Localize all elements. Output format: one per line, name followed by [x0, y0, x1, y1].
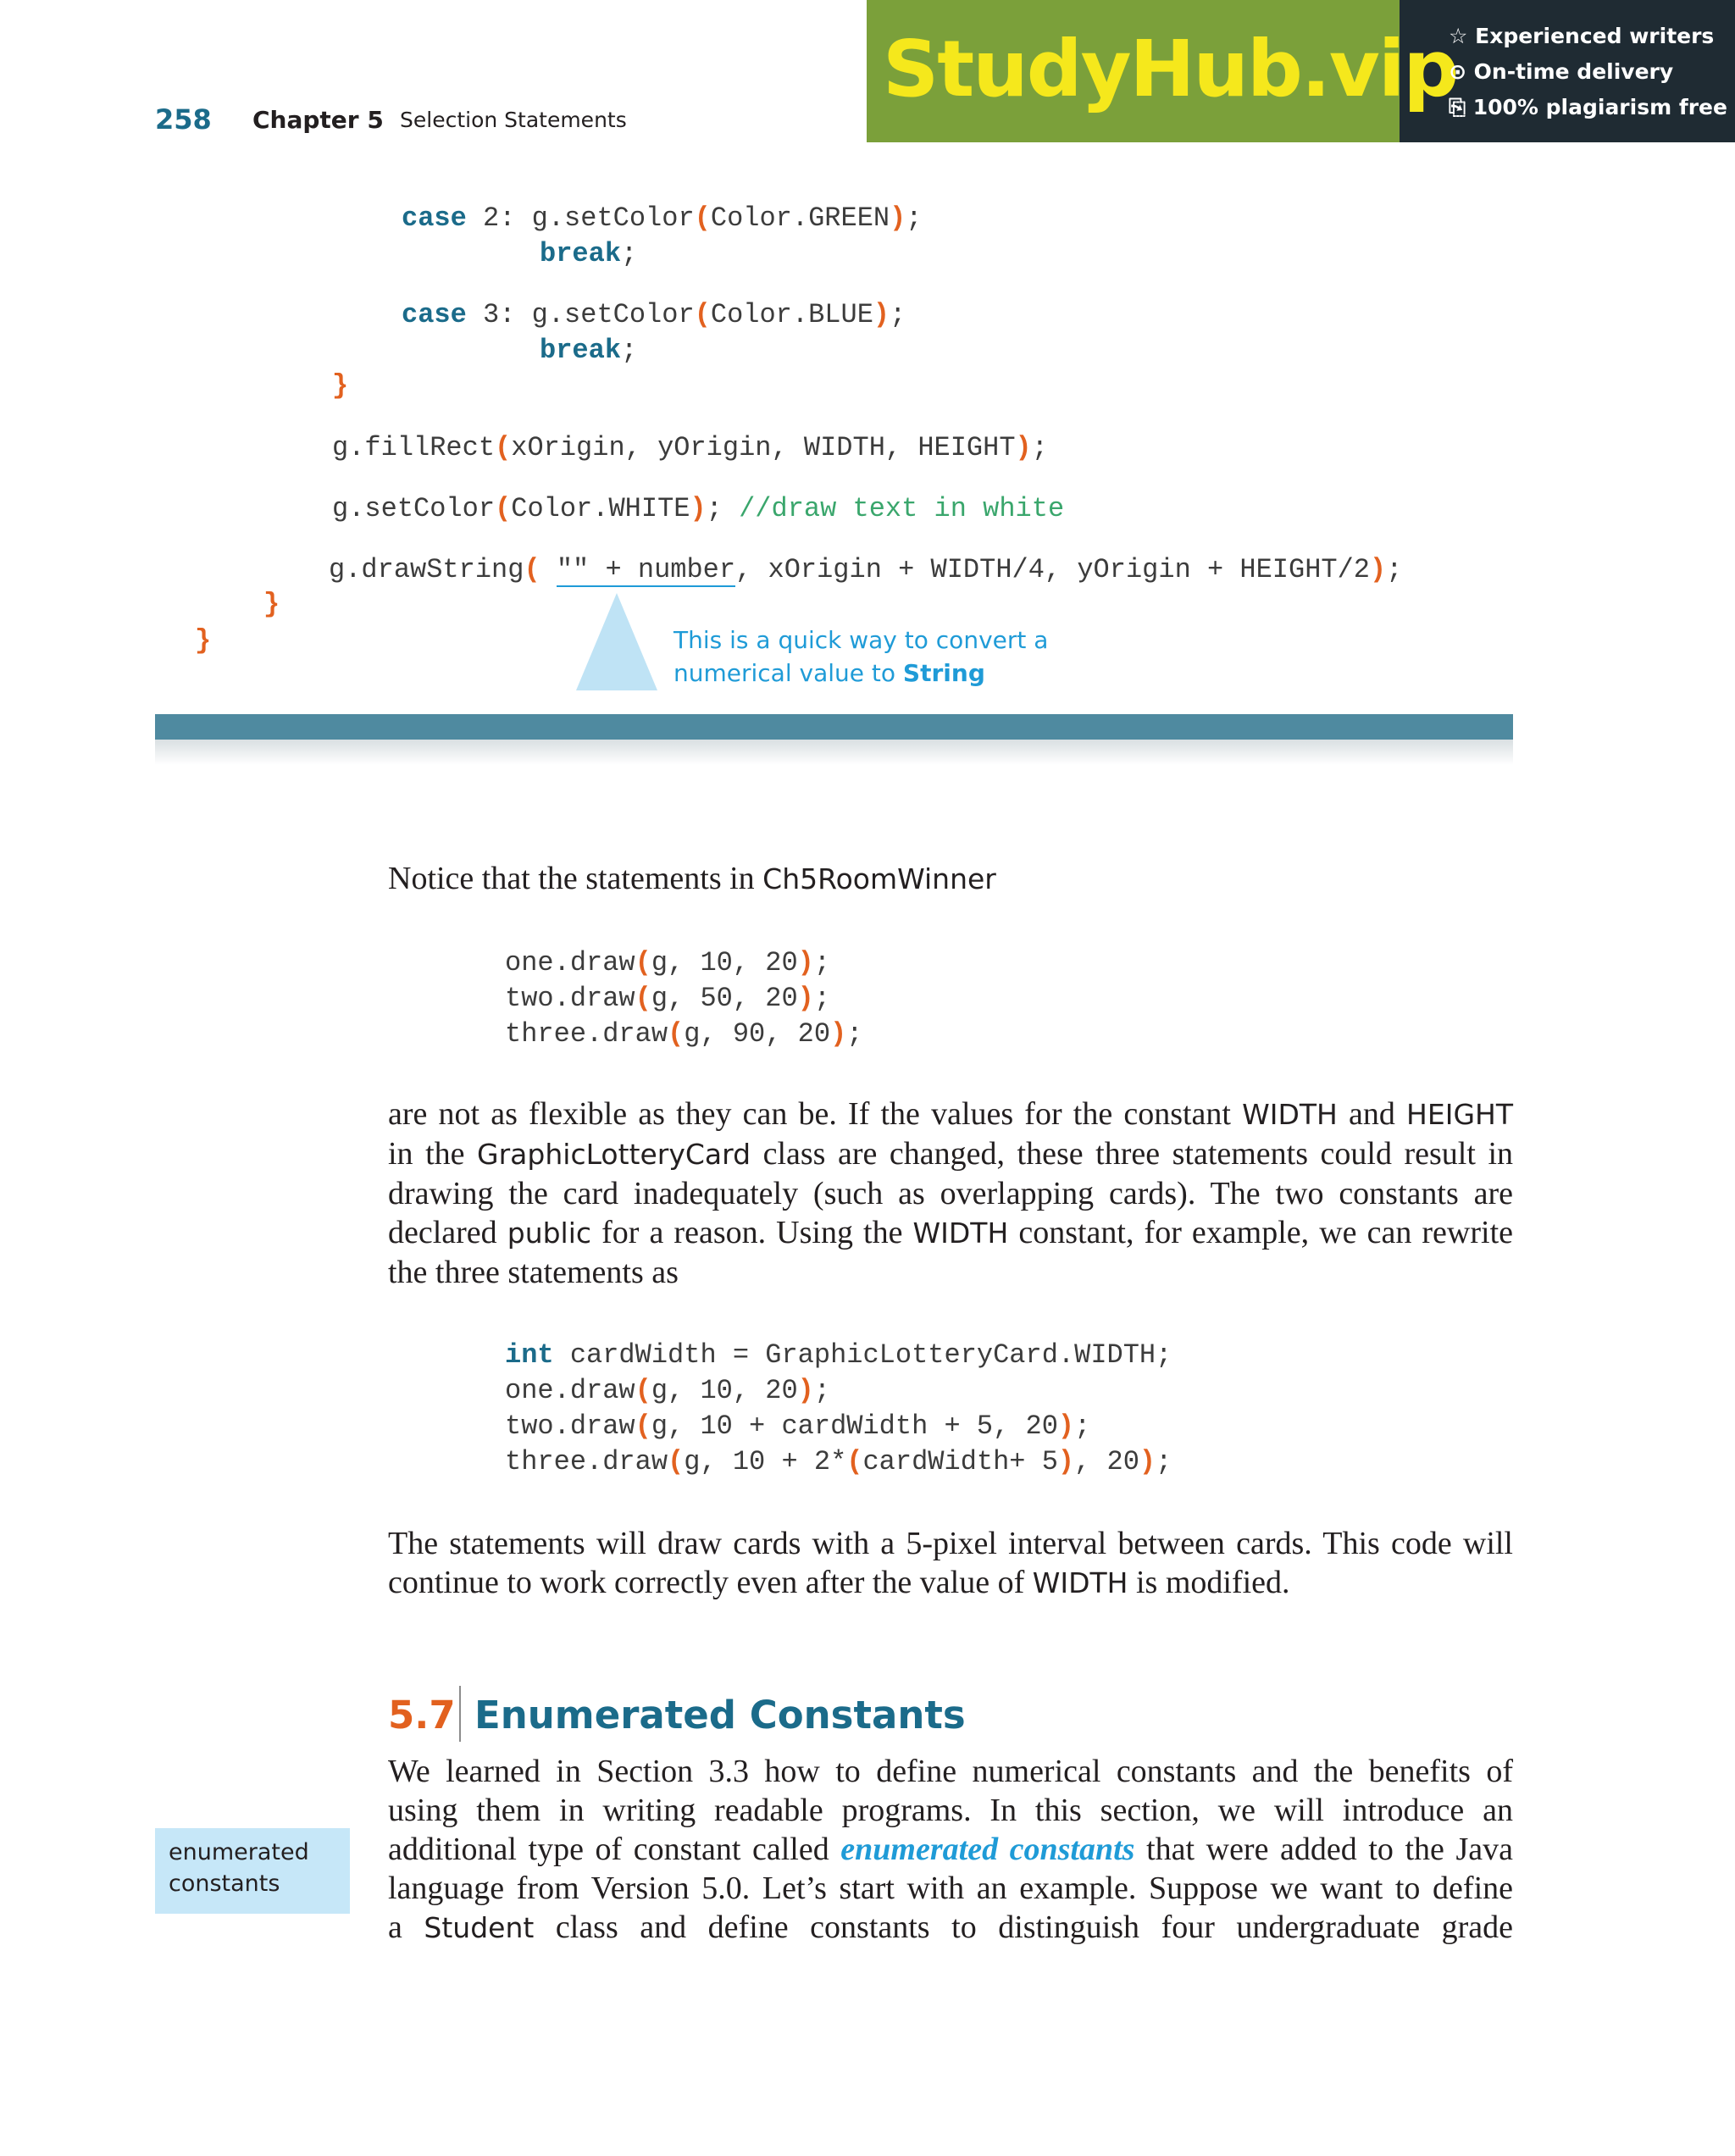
inline-code: WIDTH	[1032, 1566, 1128, 1599]
code-paren: (	[694, 202, 711, 234]
margin-note	[155, 1828, 350, 1914]
code-paren: (	[635, 1411, 651, 1442]
code-close-brace: }	[263, 589, 280, 620]
code-text: Color.GREEN	[710, 202, 890, 234]
code-text: g, 10 + cardWidth + 5, 20	[651, 1411, 1058, 1442]
chapter-title: Selection Statements	[400, 108, 627, 132]
code-line-drawstring: g.drawString( "" + number, xOrigin + WIDTH/4, yOrigin + HEIGHT/2);	[329, 554, 1403, 585]
code-paren: (	[694, 299, 711, 330]
text: constant, for example, we can rewrite	[1008, 1215, 1513, 1250]
code-keyword: break	[540, 335, 622, 366]
code-text: three.draw	[505, 1018, 668, 1050]
code-line: two.draw(g, 10 + cardWidth + 5, 20);	[505, 1411, 1091, 1442]
text: Notice that the statements in	[388, 861, 763, 896]
ad-feature-1: ☆ Experienced writers	[1449, 24, 1715, 48]
code-paren: )	[873, 299, 890, 330]
inline-code: WIDTH	[912, 1217, 1009, 1250]
code-paren: (	[846, 1446, 863, 1477]
chapter-label: Chapter 5	[252, 106, 384, 134]
code-paren: (	[635, 947, 651, 978]
margin-note-line-1: enumerated	[169, 1839, 309, 1865]
code-text: two.draw	[505, 983, 635, 1014]
callout-pointer	[576, 593, 657, 690]
text-line: the three statements as	[388, 1255, 679, 1290]
code-line-setcolor-white: g.setColor(Color.WHITE); //draw text in white	[332, 493, 1065, 524]
text-line: We learned in Section 3.3 how to define numerical constants and the benefits of	[388, 1754, 1513, 1789]
code-text: three.draw	[505, 1446, 668, 1477]
paragraph-4	[388, 1752, 1513, 1948]
code-line: three.draw(g, 90, 20);	[505, 1018, 863, 1050]
text: that were added to the Java	[1134, 1832, 1514, 1867]
code-paren: (	[668, 1018, 685, 1050]
code-paren: (	[635, 983, 651, 1014]
callout-text: numerical value to	[673, 659, 903, 687]
code-line: one.draw(g, 10, 20);	[505, 1375, 831, 1406]
code-line-fillrect: g.fillRect(xOrigin, yOrigin, WIDTH, HEIGHT);	[332, 432, 1048, 463]
code-text: g, 50, 20	[651, 983, 798, 1014]
code-paren: )	[1057, 1446, 1075, 1477]
code-paren: )	[797, 1375, 814, 1406]
code-block-cardwidth	[505, 1338, 1172, 1480]
code-text: one.draw	[505, 1375, 635, 1406]
inline-code: Ch5RoomWinner	[762, 862, 996, 895]
code-text: g, 10 + 2*	[684, 1446, 847, 1477]
code-text: g, 10, 20	[651, 1375, 798, 1406]
page-number: 258	[155, 103, 212, 136]
code-paren: )	[1370, 554, 1387, 585]
code-line: one.draw(g, 10, 20);	[505, 947, 831, 978]
text: for a reason. Using the	[591, 1215, 913, 1250]
code-line: two.draw(g, 50, 20);	[505, 983, 831, 1014]
code-text: cardWidth = GraphicLotteryCard.WIDTH;	[553, 1339, 1172, 1371]
code-text: g.fillRect	[332, 432, 496, 463]
text-line	[388, 1213, 1513, 1253]
code-paren: (	[495, 432, 512, 463]
text-line	[388, 1908, 1513, 1948]
code-paren: )	[797, 947, 814, 978]
code-line-case3: case 3: g.setColor(Color.BLUE);	[402, 299, 906, 330]
code-paren: )	[797, 983, 814, 1014]
section-number: 5.7	[388, 1693, 456, 1738]
text-line	[388, 1563, 1513, 1603]
text-line	[388, 1095, 1513, 1134]
code-line: three.draw(g, 10 + 2*(cardWidth+ 5), 20);	[505, 1446, 1172, 1477]
section-heading-rule	[459, 1686, 461, 1742]
section-divider-shadow	[155, 740, 1513, 765]
section-title: Enumerated Constants	[474, 1693, 966, 1738]
text-line: The statements will draw cards with a 5-pixel interval between cards. This code will	[388, 1526, 1513, 1561]
ad-feature-2: ⊙ On-time delivery	[1449, 59, 1674, 84]
text-line	[388, 1830, 1513, 1869]
inline-code: GraphicLotteryCard	[477, 1138, 751, 1171]
code-comment: //draw text in white	[739, 493, 1065, 524]
inline-code: public	[507, 1217, 592, 1250]
key-term: enumerated constants	[840, 1832, 1135, 1867]
text: class and define constants to distinguish four undergraduate grade	[534, 1909, 1513, 1945]
code-paren: )	[1057, 1411, 1075, 1442]
code-keyword: break	[540, 238, 622, 269]
paragraph-1	[388, 859, 996, 899]
code-paren: )	[890, 202, 906, 234]
code-paren: )	[1139, 1446, 1156, 1477]
text: and	[1337, 1096, 1407, 1132]
code-paren: (	[524, 554, 540, 585]
code-line-break2: break;	[540, 335, 638, 366]
code-text: , 20	[1074, 1446, 1139, 1477]
code-paren: )	[690, 493, 707, 524]
text: declared	[388, 1215, 507, 1250]
code-text: cardWidth+ 5	[862, 1446, 1058, 1477]
code-text: g.drawString	[329, 554, 524, 585]
code-text: g, 10, 20	[651, 947, 798, 978]
text: continue to work correctly even after the value of	[388, 1565, 1033, 1600]
code-text: 3: g.setColor	[466, 299, 695, 330]
code-paren: )	[830, 1018, 847, 1050]
code-keyword: int	[505, 1339, 554, 1371]
text: are not as flexible as they can be. If the values for the constant	[388, 1096, 1243, 1132]
text-line	[388, 1134, 1513, 1174]
callout-line-2	[673, 657, 1048, 690]
text: a	[388, 1909, 424, 1945]
ad-banner-brand[interactable]: StudyHub.vip	[883, 24, 1458, 114]
code-paren: (	[495, 493, 512, 524]
text: additional type of constant called	[388, 1832, 841, 1867]
code-close-brace: }	[332, 370, 349, 402]
code-text: 2: g.setColor	[466, 202, 695, 234]
code-keyword: case	[402, 299, 467, 330]
code-text: one.draw	[505, 947, 635, 978]
callout-line-1: This is a quick way to convert a	[673, 626, 1049, 654]
code-text: two.draw	[505, 1411, 635, 1442]
callout-emphasis: String	[902, 659, 985, 687]
text-line: using them in writing readable programs. In this section, we will introduce an	[388, 1793, 1513, 1828]
code-text: , xOrigin + WIDTH/4, yOrigin + HEIGHT/2	[735, 554, 1370, 585]
text: class are changed, these three statements could result in	[751, 1136, 1514, 1172]
paragraph-2	[388, 1095, 1513, 1292]
code-paren: )	[1015, 432, 1032, 463]
code-text: xOrigin, yOrigin, WIDTH, HEIGHT	[511, 432, 1016, 463]
code-line-case2: case 2: g.setColor(Color.GREEN);	[402, 202, 923, 234]
code-line	[505, 1338, 1172, 1373]
code-text: g, 90, 20	[684, 1018, 831, 1050]
inline-code: HEIGHT	[1406, 1098, 1513, 1131]
code-text: g.setColor	[332, 493, 496, 524]
code-close-brace: }	[195, 625, 212, 657]
text: is modified.	[1128, 1565, 1290, 1600]
inline-code: WIDTH	[1242, 1098, 1338, 1131]
code-text: Color.WHITE	[511, 493, 690, 524]
text-line: drawing the card inadequately (such as overlapping cards). The two constants are	[388, 1176, 1513, 1211]
callout-note	[673, 624, 1048, 690]
code-keyword: case	[402, 202, 467, 234]
code-paren: (	[668, 1446, 685, 1477]
code-highlight-concat: "" + number	[556, 554, 736, 585]
ad-feature-3: ⎘ 100% plagiarism free	[1449, 95, 1727, 119]
text-line: language from Version 5.0. Let’s start with an example. Suppose we want to define	[388, 1871, 1513, 1906]
code-paren: (	[635, 1375, 651, 1406]
margin-note-line-2: constants	[169, 1871, 280, 1897]
code-block-draw-calls	[505, 945, 862, 1052]
text: in the	[388, 1136, 478, 1172]
code-text: Color.BLUE	[710, 299, 873, 330]
paragraph-3	[388, 1524, 1513, 1603]
code-line-break1: break;	[540, 238, 638, 269]
section-divider-bar	[155, 714, 1513, 740]
inline-code: Student	[424, 1911, 535, 1944]
